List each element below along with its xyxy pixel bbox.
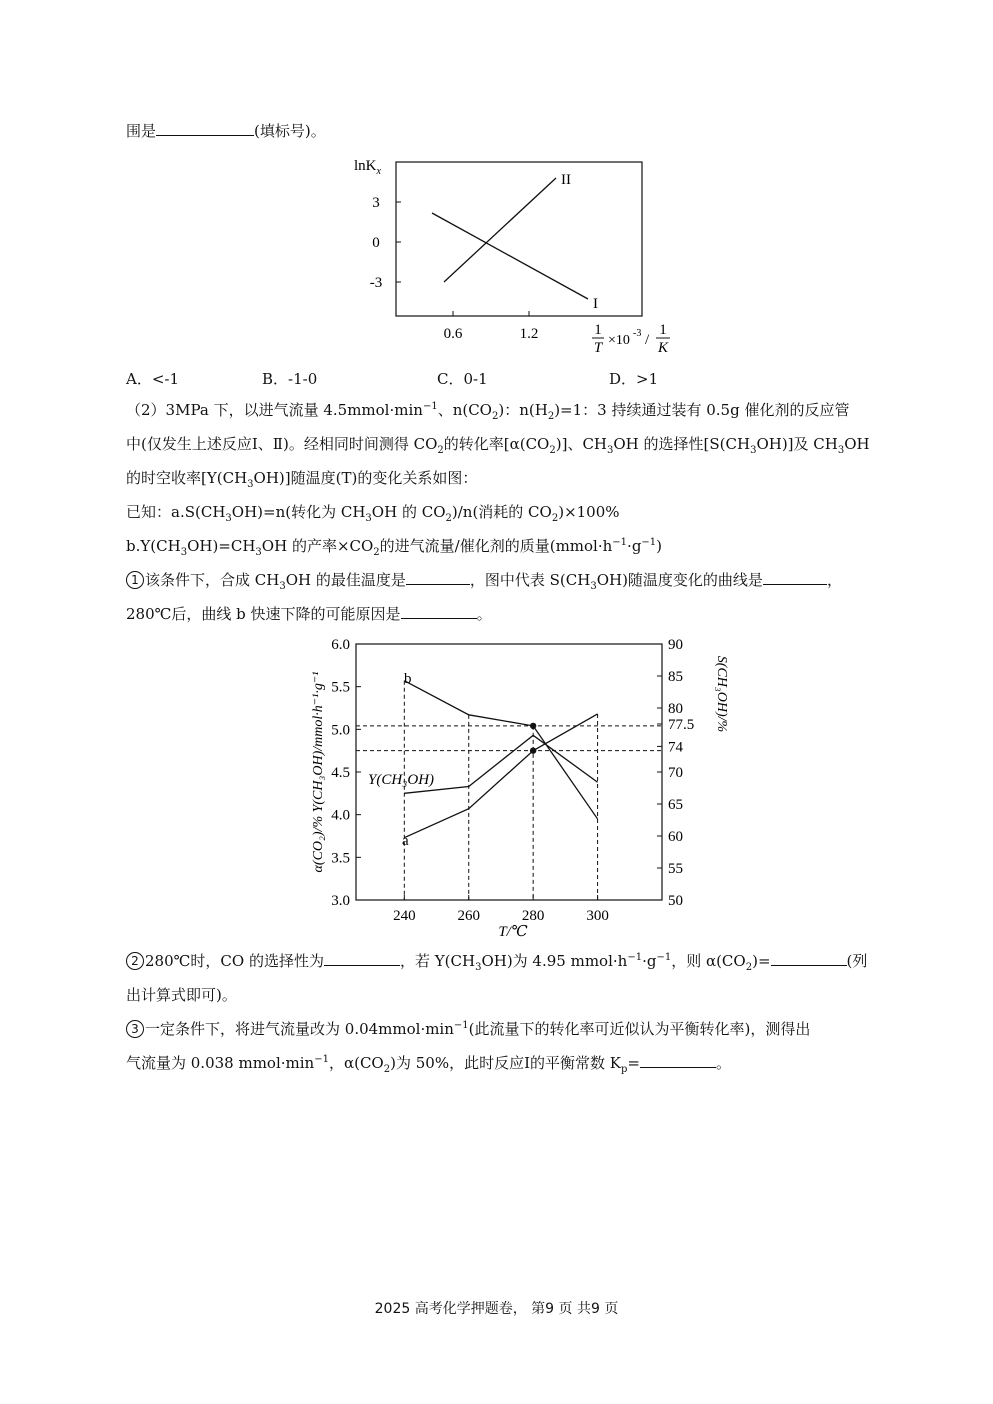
left-tick-label: 4.0 — [331, 807, 350, 824]
right-tick-label: 74 — [668, 739, 683, 756]
question-number: 1 — [126, 571, 144, 589]
curve-b — [404, 681, 597, 819]
option-d[interactable]: D．>1 — [609, 370, 659, 388]
question-3-cont: 气流量为 0.038 $mmol\cdot\min^{-1}$，$\alpha(CO_2)$为 50%，此时反应Ⅰ的平衡常数 $K_p=$ 。 — [126, 1054, 731, 1075]
x-tick-label: 1.2 — [519, 326, 539, 342]
right-tick-label: 77.5 — [668, 717, 695, 733]
line-I — [432, 213, 588, 299]
question-1-cont: 280℃后，曲线 b 快速下降的可能原因是 。 — [126, 605, 492, 623]
plot-frame — [396, 162, 642, 316]
x-tick-label: 300 — [586, 908, 609, 924]
right-tick-label: 90 — [668, 637, 683, 653]
right-tick-label: 80 — [668, 701, 683, 717]
x-tick-label: 260 — [457, 908, 480, 924]
left-tick-label: 6.0 — [331, 637, 350, 653]
x-axis-label: T/℃ — [498, 924, 528, 940]
definition-b: $b.Y(CH_3OH)=CH_3OH$ 的产率$\times CO_2$的进气流量/催化剂的质量$(mmol\cdot h^{-1}\cdot g^{-1})$ — [126, 537, 663, 558]
paragraph-line: （2）3MPa 下，以进气流量 $4.5mmol\cdot\min^{-1}$、$n(CO_2)$：$n(H_2)=1$：3 持续通过装有 0.5g 催化剂的反应管 — [126, 401, 850, 422]
lnkx-chart — [340, 150, 680, 360]
x-tick-label: 0.6 — [443, 326, 463, 342]
left-tick-label: 3.0 — [331, 893, 350, 909]
svg-text:1: 1 — [594, 322, 602, 338]
curve-label-a: a — [402, 833, 409, 849]
left-axis-label: α(CO₂)/% Y(CH₃OH)/mmol·h⁻¹·g⁻¹ — [311, 671, 326, 873]
question-number: 2 — [126, 952, 144, 970]
page-footer: 2025 高考化学押题卷， 第9 页 共9 页 — [374, 1301, 619, 1317]
svg-text:/: / — [645, 332, 650, 348]
text: 围是 — [126, 122, 157, 140]
marked-point — [530, 723, 536, 729]
y-axis-label: lnK$_x$ — [354, 158, 381, 177]
left-tick-label: 5.5 — [331, 679, 350, 696]
paragraph-line: 的时空收率$[Y(CH_3OH)]$随温度(T)的变化关系如图： — [126, 469, 478, 490]
question-number: 3 — [126, 1020, 144, 1038]
right-tick-label: 50 — [668, 893, 683, 909]
right-tick-label: 70 — [668, 765, 683, 781]
question-2-cont: 出计算式即可)。 — [126, 986, 237, 1004]
svg-text:-3: -3 — [633, 328, 642, 339]
paragraph-line: 中(仅发生上述反应Ⅰ、Ⅱ)。经相同时间测得 $CO_2$的转化率$[\alpha(CO_2)]$、$CH_3OH$ 的选择性$[S(CH_3OH)]$及 $CH_3OH$ — [126, 435, 870, 456]
marked-point — [530, 747, 536, 753]
option-b[interactable]: B．-1-0 — [262, 370, 318, 388]
answer-blank[interactable] — [401, 603, 477, 619]
right-axis-label: S(CH₃OH)/% — [714, 655, 729, 733]
svg-text:T: T — [593, 340, 603, 356]
x-axis-label — [592, 322, 670, 356]
option-a[interactable]: A．<-1 — [126, 370, 180, 388]
x-axis-ticks — [393, 895, 609, 924]
x-tick-label: 280 — [521, 908, 545, 924]
answer-blank[interactable] — [324, 950, 400, 966]
question-fragment — [126, 120, 326, 142]
answer-blank[interactable] — [640, 1052, 716, 1068]
curve-label-y: Y(CH₃OH) — [368, 772, 435, 788]
svg-text:1: 1 — [659, 322, 667, 338]
line-II — [444, 178, 556, 282]
y-tick-label: 0 — [372, 235, 380, 251]
svg-text:×10: ×10 — [608, 333, 630, 348]
left-tick-label: 3.5 — [331, 850, 350, 867]
temperature-chart — [300, 634, 740, 944]
question-2: 2 280℃时，CO 的选择性为 ，若 $Y(CH_3OH)$为 4.95 $mmol\cdot h^{-1}\cdot g^{-1}$，则 $\alpha(CO_2)=$ (列 — [126, 950, 867, 972]
right-tick-label: 60 — [668, 829, 683, 845]
curve-label-b: b — [404, 671, 412, 687]
y-tick-label: -3 — [369, 275, 383, 291]
right-tick-label: 55 — [668, 861, 683, 877]
line-label-I: I — [593, 296, 598, 312]
definition-a: 已知：$a.S(CH_3OH)=n$(转化为 $CH_3OH$ 的 $CO_2)/n$(消耗的 $CO_2)\times 100\%$ — [126, 503, 620, 524]
answer-blank[interactable] — [771, 950, 847, 966]
curves — [404, 681, 597, 838]
question-1: 1 该条件下，合成 $CH_3OH$ 的最佳温度是 ，图中代表 $S(CH_3OH)$随温度变化的曲线是 ， — [126, 569, 842, 591]
answer-blank[interactable] — [156, 120, 254, 136]
question-3: 3 一定条件下，将进气流量改为 $0.04mmol\cdot\min^{-1}$(此流量下的转化率可近似认为平衡转化率)，测得出 — [126, 1018, 810, 1040]
left-tick-label: 5.0 — [331, 722, 350, 739]
text: (填标号)。 — [254, 122, 326, 140]
line-label-II: II — [561, 172, 571, 188]
grid-lines — [356, 681, 662, 900]
x-tick-label: 240 — [393, 908, 416, 924]
right-tick-label: 85 — [668, 669, 683, 685]
option-c[interactable]: C．0-1 — [437, 370, 488, 388]
answer-blank[interactable] — [406, 569, 470, 585]
y-tick-label: 3 — [372, 195, 380, 211]
right-tick-label: 65 — [668, 797, 683, 813]
left-tick-label: 4.5 — [331, 765, 350, 781]
answer-blank[interactable] — [763, 569, 827, 585]
svg-text:K: K — [657, 340, 669, 356]
